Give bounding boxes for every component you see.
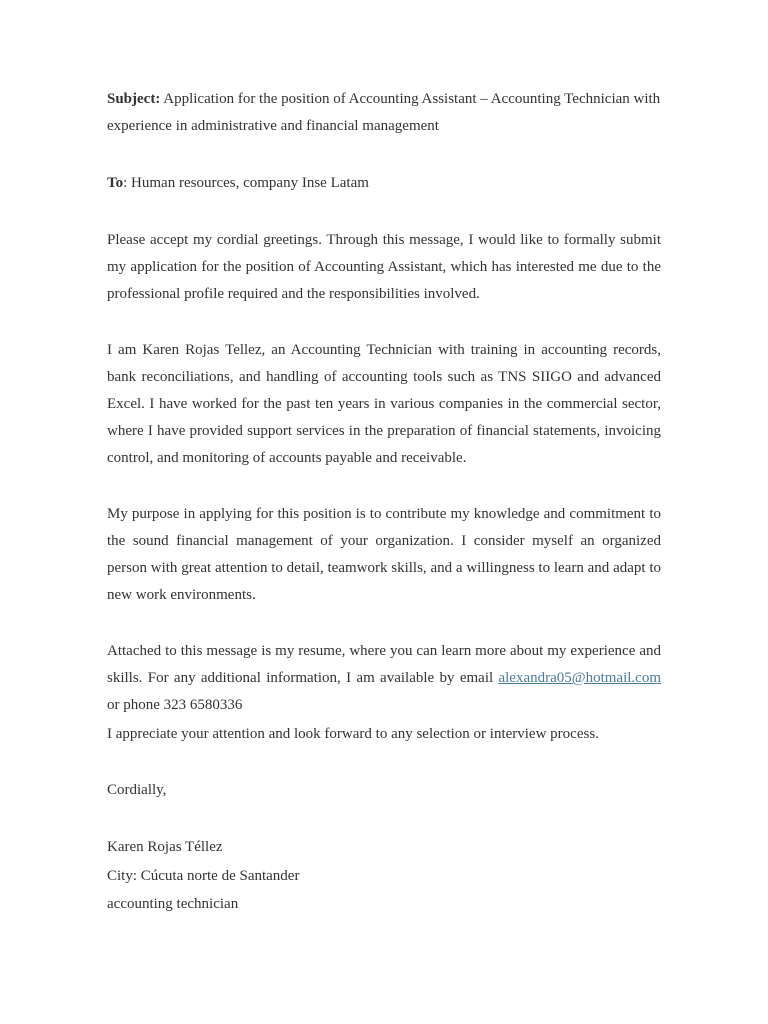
subject-line: [107, 86, 661, 140]
salutation: Cordially,: [107, 782, 167, 798]
contact-text: Attached to this message is my resume, where you can learn more about my experience and skills. For any additional information, I am available by email: [107, 643, 661, 686]
subject-text: Application for the position of Accounting Assistant – Accounting Technician with experience in administrative and financial management: [107, 91, 661, 134]
experience-paragraph: I am Karen Rojas Tellez, an Accounting Technician with training in accounting records, bank reconciliations, and handling of accounting tools such as TNS SIIGO and advanced Excel. I have worked for the past ten years in various companies in the commercial sector, where I have provided support services in the preparation of financial statements, invoicing control, and monitoring of accounts payable and receivable.: [107, 342, 661, 466]
signature-title: accounting technician: [107, 896, 239, 912]
letter-page: [107, 86, 661, 919]
intro-paragraph: Please accept my cordial greetings. Through this message, I would like to formally submit my application for the position of Accounting Assistant, which has interested me due to the professional profile required and the responsibilities involved.: [107, 232, 661, 302]
purpose-paragraph: My purpose in applying for this position is to contribute my knowledge and commitment to the sound financial management of your organization. I consider myself an organized person with great attention to detail, teamwork skills, and a willingness to learn and adapt to new work environments.: [107, 506, 661, 603]
closing-line: I appreciate your attention and look forward to any selection or interview process.: [107, 726, 599, 742]
recipient-label: To: [107, 175, 124, 191]
contact-paragraph: [107, 638, 661, 719]
email-link[interactable]: alexandra05@hotmail.com: [498, 670, 661, 686]
recipient-text: : Human resources, company Inse Latam: [123, 175, 369, 191]
signature-name: Karen Rojas Téllez: [107, 839, 223, 855]
signature-city: City: Cúcuta norte de Santander: [107, 867, 300, 884]
phone-text: or phone 323 6580336: [107, 697, 243, 713]
recipient-line: [107, 170, 661, 197]
subject-label: Subject:: [107, 91, 161, 107]
